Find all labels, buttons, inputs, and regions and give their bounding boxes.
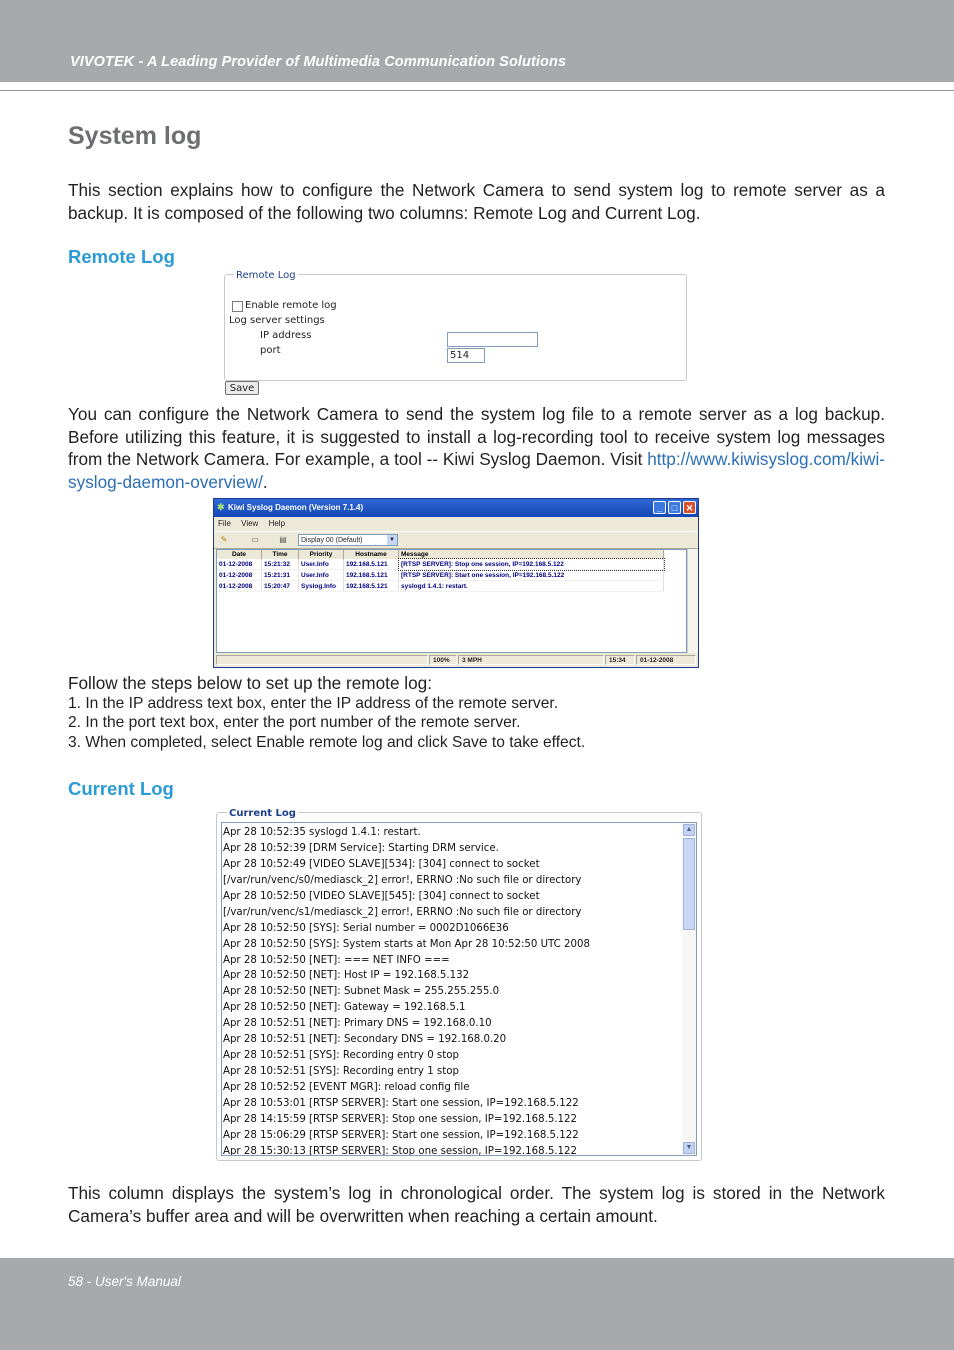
log-line: Apr 28 10:52:50 [NET]: Gateway = 192.168.5.1: [223, 1002, 466, 1014]
cell-time: 15:20:47: [262, 581, 299, 592]
remote-log-heading: Remote Log: [68, 246, 175, 267]
log-line: Apr 28 10:52:51 [NET]: Secondary DNS = 192.168.0.20: [223, 1034, 507, 1046]
enable-remote-log-label: Enable remote log: [245, 300, 337, 311]
status-percent: 100%: [429, 655, 457, 665]
log-line: Apr 28 10:52:50 [NET]: Host IP = 192.168.5.132: [223, 970, 470, 982]
minimize-icon[interactable]: _: [653, 501, 666, 514]
cell-time: 15:21:32: [262, 559, 299, 570]
table-row[interactable]: [217, 581, 664, 592]
header-rule: [0, 90, 954, 91]
column-header-priority[interactable]: Priority: [299, 550, 344, 559]
log-line: Apr 28 10:52:51 [NET]: Primary DNS = 192.168.0.10: [223, 1018, 492, 1030]
status-rate: 3 MPH: [458, 655, 604, 665]
log-line: Apr 28 10:52:50 [SYS]: System starts at Mon Apr 28 10:52:50 UTC 2008: [223, 938, 590, 950]
cell-date: 01-12-2008: [217, 570, 262, 581]
current-log-textarea[interactable]: [221, 822, 697, 1156]
table-header-row: [217, 550, 664, 559]
log-line: Apr 28 10:53:01 [RTSP SERVER]: Start one session, IP=192.168.5.122: [223, 1097, 579, 1109]
cell-hostname: 192.168.5.121: [344, 570, 399, 581]
table-row[interactable]: [217, 570, 664, 581]
column-header-hostname[interactable]: Hostname: [344, 550, 399, 559]
remote-log-paragraph-text: You can configure the Network Camera to send the system log file to a remote server as a log backup. Before utilizing this feature, it is suggested to install a log-recording tool to receive system log messages from the Network Camera. For example, a tool -- Kiwi Syslog Daemon. Visit: [68, 404, 885, 469]
cell-priority: User.Info: [299, 570, 344, 581]
list-icon[interactable]: ▤: [279, 535, 287, 544]
cell-hostname: 192.168.5.121: [344, 581, 399, 592]
status-time: 15:34: [605, 655, 635, 665]
kiwi-title-bar: [214, 499, 698, 517]
display-select-value: Display 00 (Default): [301, 537, 363, 544]
footer-text: 58 - User's Manual: [68, 1274, 181, 1289]
kiwi-syslog-window: [213, 498, 699, 668]
log-line: Apr 28 10:52:49 [VIDEO SLAVE][534]: [304] connect to socket: [223, 858, 540, 870]
scroll-down-icon[interactable]: ▼: [683, 1142, 695, 1154]
screen-icon[interactable]: ▭: [251, 535, 259, 544]
closing-paragraph: This column displays the system’s log in chronological order. The system log is stored in the Network Camera’s buffer area and will be overwritten when reaching a certain amount.: [68, 1183, 885, 1226]
kiwi-syslog-link[interactable]: http://www.kiwisyslog.com/kiwi-syslog-daemon-overview/: [68, 449, 885, 492]
kiwi-menu-view[interactable]: View: [241, 519, 259, 528]
cell-message: [RTSP SERVER]: Start one session, IP=192.168.5.122: [399, 570, 664, 581]
step-3: 3. When completed, select Enable remote log and click Save to take effect.: [68, 734, 586, 751]
step-2: 2. In the port text box, enter the port number of the remote server.: [68, 714, 521, 731]
log-line: Apr 28 15:06:29 [RTSP SERVER]: Start one session, IP=192.168.5.122: [223, 1129, 579, 1141]
log-line: Apr 28 10:52:50 [NET]: Subnet Mask = 255.255.255.0: [223, 986, 500, 998]
cell-date: 01-12-2008: [217, 559, 262, 570]
log-server-settings-label: Log server settings: [229, 315, 325, 326]
table-row[interactable]: [217, 559, 664, 570]
log-line: [/var/run/venc/s0/mediasck_2] error!, ERRNO :No such file or directory: [223, 874, 582, 886]
current-log-legend: Current Log: [229, 808, 296, 819]
enable-remote-log-checkbox[interactable]: [232, 301, 243, 312]
kiwi-menu-bar: [218, 519, 293, 528]
status-date: 01-12-2008: [636, 655, 696, 665]
column-header-time[interactable]: Time: [262, 550, 299, 559]
kiwi-app-icon: ✱: [217, 502, 225, 512]
port-label: port: [260, 345, 281, 356]
footer-band: [0, 1258, 954, 1350]
step-1: 1. In the IP address text box, enter the IP address of the remote server.: [68, 695, 559, 712]
kiwi-toolbar: [214, 531, 698, 549]
log-line: Apr 28 10:52:50 [VIDEO SLAVE][545]: [304] connect to socket: [223, 890, 540, 902]
kiwi-status-bar: [214, 654, 698, 667]
cell-message: syslogd 1.4.1: restart.: [399, 581, 664, 592]
log-line: Apr 28 14:15:59 [RTSP SERVER]: Stop one session, IP=192.168.5.122: [223, 1113, 577, 1125]
kiwi-log-grid: [216, 549, 687, 653]
log-line: Apr 28 10:52:50 [SYS]: Serial number = 0002D1066E36: [223, 922, 509, 934]
cell-priority: Syslog.Info: [299, 581, 344, 592]
remote-log-paragraph-end: .: [262, 471, 268, 492]
log-line: Apr 28 10:52:35 syslogd 1.4.1: restart.: [223, 827, 421, 838]
log-line: Apr 28 10:52:50 [NET]: === NET INFO ===: [223, 954, 450, 966]
column-header-message[interactable]: Message: [399, 550, 664, 559]
current-log-lines: [223, 825, 590, 1156]
steps-lead: Follow the steps below to set up the remote log:: [68, 673, 433, 693]
remote-log-paragraph: [68, 403, 885, 493]
cell-message: [RTSP SERVER]: Stop one session, IP=192.168.5.122: [399, 559, 664, 570]
column-header-date[interactable]: Date: [217, 550, 262, 559]
intro-paragraph: This section explains how to configure the Network Camera to send system log to remote server as a backup. It is composed of the following two columns: Remote Log and Current Log.: [68, 180, 885, 223]
remote-log-panel: [224, 274, 687, 381]
display-select[interactable]: [298, 534, 398, 546]
page-title: System log: [68, 122, 202, 150]
log-line: Apr 28 10:52:51 [SYS]: Recording entry 0 stop: [223, 1050, 459, 1062]
kiwi-menu-file[interactable]: File: [218, 519, 231, 528]
status-cell-blank: [216, 655, 428, 665]
clear-icon[interactable]: ✎: [220, 535, 228, 544]
ip-address-label: IP address: [260, 330, 312, 341]
chevron-down-icon: ▼: [387, 535, 397, 545]
maximize-icon[interactable]: □: [668, 501, 681, 514]
log-line: Apr 28 10:52:51 [SYS]: Recording entry 1 stop: [223, 1066, 459, 1078]
kiwi-scrollbar[interactable]: [687, 549, 698, 653]
kiwi-log-table: [217, 550, 664, 592]
log-line: Apr 28 10:52:52 [EVENT MGR]: reload config file: [223, 1082, 470, 1093]
ip-address-input[interactable]: [447, 332, 538, 347]
current-log-scrollbar[interactable]: [682, 823, 696, 1155]
port-input[interactable]: 514: [447, 348, 485, 363]
cell-hostname: 192.168.5.121: [344, 559, 399, 570]
current-log-heading: Current Log: [68, 778, 174, 799]
log-line: [/var/run/venc/s1/mediasck_2] error!, ERRNO :No such file or directory: [223, 906, 582, 918]
header-text: VIVOTEK - A Leading Provider of Multimedia Communication Solutions: [70, 54, 567, 70]
scroll-up-icon[interactable]: ▲: [683, 824, 695, 836]
close-icon[interactable]: ✕: [683, 501, 696, 514]
log-line: Apr 28 10:52:39 [DRM Service]: Starting DRM service.: [223, 842, 499, 854]
cell-date: 01-12-2008: [217, 581, 262, 592]
kiwi-title: Kiwi Syslog Daemon (Version 7.1.4): [228, 503, 364, 512]
remote-log-legend: Remote Log: [236, 270, 296, 281]
cell-priority: User.Info: [299, 559, 344, 570]
log-line: Apr 28 15:30:13 [RTSP SERVER]: Stop one session, IP=192.168.5.122: [223, 1145, 577, 1156]
cell-time: 15:21:31: [262, 570, 299, 581]
kiwi-menu-help[interactable]: Help: [268, 519, 286, 528]
scroll-thumb[interactable]: [683, 838, 695, 930]
save-button[interactable]: Save: [225, 381, 259, 395]
